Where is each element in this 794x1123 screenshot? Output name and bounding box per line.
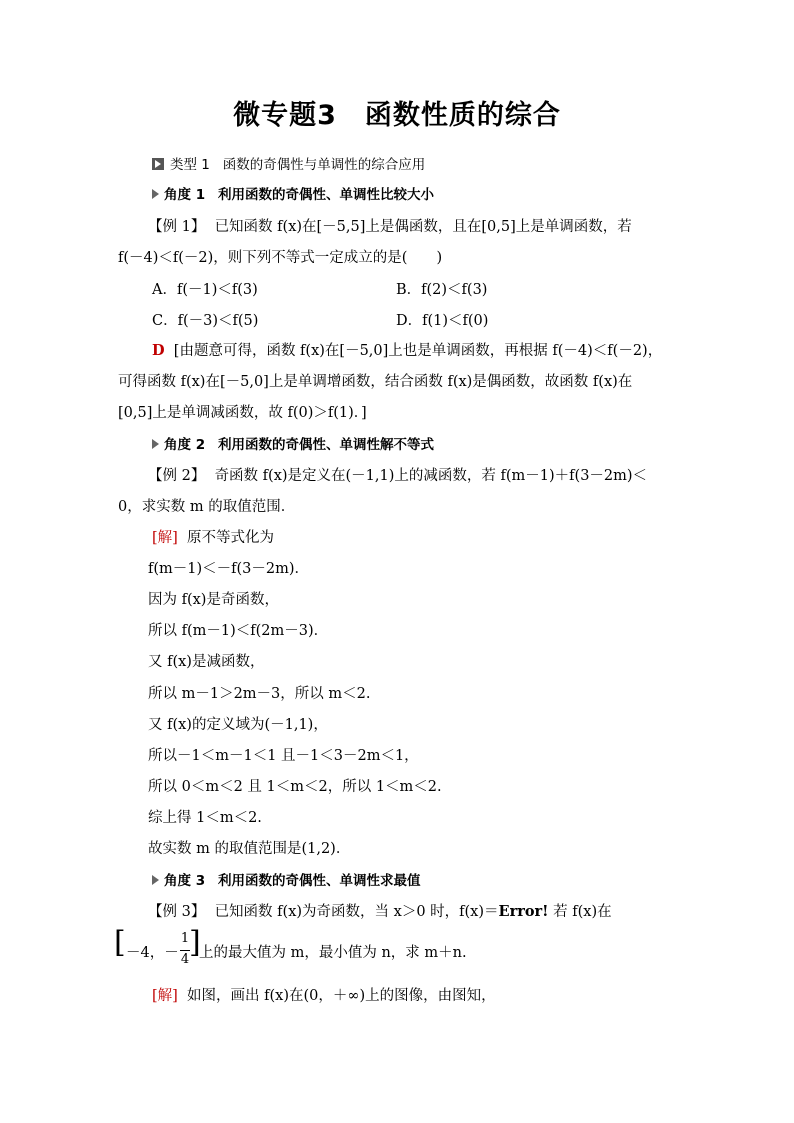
triangle-icon <box>152 189 159 199</box>
example3-line1 <box>148 902 612 922</box>
fraction-denominator: 4 <box>180 952 190 967</box>
solution-tag: [解] <box>152 988 178 1004</box>
option-c: C．f(－3)＜f(5) <box>152 313 259 329</box>
example3-line2: 上的最大值为 m，最小值为 n，求 m＋n. <box>199 945 467 961</box>
solution2-first <box>152 528 274 548</box>
example-text: 若 f(x)在 <box>553 904 612 920</box>
example2-line2: 0，求实数 m 的取值范围． <box>118 499 296 515</box>
play-box-icon <box>152 158 164 170</box>
fraction-numerator: 1 <box>180 931 190 946</box>
example-tag: 【例 2】 <box>148 468 206 484</box>
example1-line2: f(－4)＜f(－2)，则下列不等式一定成立的是( ) <box>118 250 443 266</box>
solution-step: 所以 f(m－1)＜f(2m－3)． <box>148 623 329 639</box>
triangle-icon <box>152 875 159 885</box>
angle3-heading <box>152 871 420 891</box>
angle2-heading <box>152 435 434 455</box>
answer-line3: [0,5]上是单调减函数，故 f(0)＞f(1)．] <box>118 405 367 421</box>
solution-step: 所以 m－1＞2m－3，所以 m＜2. <box>148 686 371 702</box>
right-bracket: ] <box>189 925 201 960</box>
solution-step: 所以－1＜m－1＜1 且－1＜3－2m＜1， <box>148 748 419 764</box>
example-tag: 【例 1】 <box>148 219 206 235</box>
angle-text: 利用函数的奇偶性、单调性比较大小 <box>217 187 434 203</box>
error-text: Error! <box>498 903 549 920</box>
angle-label: 角度 3 <box>164 873 206 889</box>
angle-text: 利用函数的奇偶性、单调性求最值 <box>217 873 421 889</box>
example-tag: 【例 3】 <box>148 904 206 920</box>
type-heading <box>152 155 425 175</box>
option-b: B．f(2)＜f(3) <box>396 282 488 298</box>
type-label: 类型 1 <box>170 157 210 173</box>
solution-step: 所以 0＜m＜2 且 1＜m＜2，所以 1＜m＜2. <box>148 779 442 795</box>
solution-step: 因为 f(x)是奇函数， <box>148 592 279 608</box>
angle-label: 角度 1 <box>164 187 206 203</box>
option-d: D．f(1)＜f(0) <box>396 313 489 329</box>
angle-text: 利用函数的奇偶性、单调性解不等式 <box>217 437 434 453</box>
solution-tag: [解] <box>152 530 178 546</box>
triangle-icon <box>152 439 159 449</box>
answer-letter: D <box>152 342 165 359</box>
solution-step: f(m－1)＜－f(3－2m)． <box>148 561 310 577</box>
answer-line1 <box>152 341 662 361</box>
solution-step: 又 f(x)的定义域为(－1,1)， <box>148 717 328 733</box>
example-text: 已知函数 f(x)在[－5,5]上是偶函数，且在[0,5]上是单调函数，若 <box>214 219 632 235</box>
type-text: 函数的奇偶性与单调性的综合应用 <box>222 157 426 173</box>
solution-step: 故实数 m 的取值范围是(1,2)． <box>148 841 351 857</box>
angle-label: 角度 2 <box>164 437 206 453</box>
solution-text: 如图，画出 f(x)在(0，＋∞)上的图像，由图知， <box>187 988 496 1004</box>
angle1-heading <box>152 185 434 205</box>
solution-text: 原不等式化为 <box>187 530 275 546</box>
example2-line1 <box>148 466 647 486</box>
left-bracket: [ <box>114 925 126 960</box>
example-text: 奇函数 f(x)是定义在(－1,1)上的减函数，若 f(m－1)＋f(3－2m)＜ <box>214 468 648 484</box>
page-title: 微专题3 函数性质的综合 <box>233 100 561 131</box>
interval-left: －4，－ <box>126 945 179 961</box>
answer-text: [由题意可得，函数 f(x)在[－5,0]上也是单调函数，再根据 f(－4)＜f(－2)， <box>173 343 663 359</box>
solution-step: 综上得 1＜m＜2. <box>148 810 262 826</box>
answer-line2: 可得函数 f(x)在[－5,0]上是单调增函数，结合函数 f(x)是偶函数，故函数 f(x)在 <box>118 374 633 390</box>
solution-step: 又 f(x)是减函数， <box>148 654 265 670</box>
solution3-line <box>152 986 496 1006</box>
example-text: 已知函数 f(x)为奇函数，当 x＞0 时，f(x)＝ <box>214 904 499 920</box>
option-a: A．f(－1)＜f(3) <box>152 282 258 298</box>
example1-line1 <box>148 217 632 237</box>
